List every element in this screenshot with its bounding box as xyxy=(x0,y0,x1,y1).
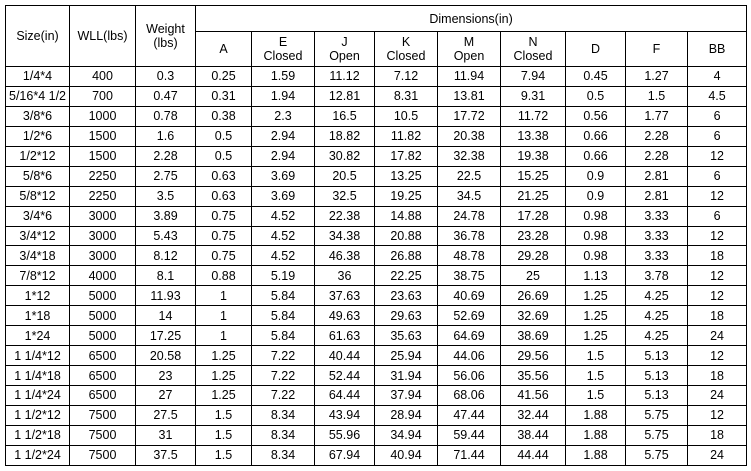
table-cell: 7/8*12 xyxy=(6,266,70,286)
table-cell: 44.44 xyxy=(501,445,566,465)
table-cell: 2250 xyxy=(70,186,136,206)
table-cell: 0.75 xyxy=(196,226,252,246)
dim-header-letter: M xyxy=(463,35,475,49)
table-cell: 7.12 xyxy=(375,67,438,87)
table-cell: 4.5 xyxy=(688,86,747,106)
table-cell: 6 xyxy=(688,126,747,146)
table-cell: 0.56 xyxy=(566,106,626,126)
table-cell: 7500 xyxy=(70,405,136,425)
table-cell: 1 1/2*18 xyxy=(6,425,70,445)
table-cell: 13.81 xyxy=(438,86,501,106)
table-cell: 5/8*6 xyxy=(6,166,70,186)
table-cell: 23 xyxy=(136,366,196,386)
table-cell: 5000 xyxy=(70,326,136,346)
dim-header-state: Closed xyxy=(263,49,303,63)
table-cell: 14.88 xyxy=(375,206,438,226)
table-cell: 4 xyxy=(688,67,747,87)
table-cell: 6 xyxy=(688,106,747,126)
table-cell: 5.19 xyxy=(252,266,315,286)
table-cell: 64.69 xyxy=(438,326,501,346)
table-cell: 1/2*6 xyxy=(6,126,70,146)
table-cell: 20.38 xyxy=(438,126,501,146)
table-cell: 67.94 xyxy=(315,445,375,465)
table-cell: 17.28 xyxy=(501,206,566,226)
table-cell: 5.75 xyxy=(626,445,688,465)
table-cell: 18 xyxy=(688,306,747,326)
table-cell: 6500 xyxy=(70,386,136,406)
table-cell: 59.44 xyxy=(438,425,501,445)
table-cell: 1 xyxy=(196,306,252,326)
table-cell: 11.94 xyxy=(438,67,501,87)
table-cell: 18 xyxy=(688,425,747,445)
table-cell: 5000 xyxy=(70,306,136,326)
table-cell: 47.44 xyxy=(438,405,501,425)
dim-header-letter: D xyxy=(590,42,601,56)
table-cell: 29.56 xyxy=(501,346,566,366)
table-cell: 14 xyxy=(136,306,196,326)
table-cell: 7500 xyxy=(70,445,136,465)
table-cell: 1 1/2*12 xyxy=(6,405,70,425)
table-cell: 38.75 xyxy=(438,266,501,286)
table-cell: 41.56 xyxy=(501,386,566,406)
table-row xyxy=(6,246,747,266)
table-cell: 3.33 xyxy=(626,226,688,246)
table-cell: 4000 xyxy=(70,266,136,286)
table-cell: 32.38 xyxy=(438,146,501,166)
table-cell: 2.81 xyxy=(626,166,688,186)
table-row xyxy=(6,166,747,186)
table-cell: 3/4*18 xyxy=(6,246,70,266)
dim-header-4 xyxy=(438,32,501,67)
table-cell: 1.5 xyxy=(566,386,626,406)
table-cell: 22.38 xyxy=(315,206,375,226)
table-cell: 16.5 xyxy=(315,106,375,126)
table-cell: 8.31 xyxy=(375,86,438,106)
table-cell: 1.59 xyxy=(252,67,315,87)
table-cell: 5.13 xyxy=(626,366,688,386)
table-cell: 26.69 xyxy=(501,286,566,306)
table-cell: 4.52 xyxy=(252,206,315,226)
table-cell: 1.13 xyxy=(566,266,626,286)
table-cell: 0.75 xyxy=(196,206,252,226)
dim-header-5 xyxy=(501,32,566,67)
dim-header-letter: F xyxy=(652,42,661,56)
table-cell: 1/2*12 xyxy=(6,146,70,166)
table-cell: 5.13 xyxy=(626,386,688,406)
table-cell: 10.5 xyxy=(375,106,438,126)
table-cell: 3.5 xyxy=(136,186,196,206)
dim-header-0 xyxy=(196,32,252,67)
table-cell: 7.22 xyxy=(252,346,315,366)
table-cell: 18.82 xyxy=(315,126,375,146)
table-cell: 2.28 xyxy=(626,126,688,146)
table-cell: 7.94 xyxy=(501,67,566,87)
table-cell: 19.25 xyxy=(375,186,438,206)
table-cell: 49.63 xyxy=(315,306,375,326)
table-cell: 11.93 xyxy=(136,286,196,306)
table-cell: 52.69 xyxy=(438,306,501,326)
table-cell: 30.82 xyxy=(315,146,375,166)
table-cell: 0.3 xyxy=(136,67,196,87)
table-cell: 0.63 xyxy=(196,186,252,206)
table-cell: 1.5 xyxy=(626,86,688,106)
table-cell: 11.82 xyxy=(375,126,438,146)
dim-header-state: Closed xyxy=(513,49,553,63)
dim-header-1 xyxy=(252,32,315,67)
table-cell: 22.5 xyxy=(438,166,501,186)
table-row xyxy=(6,405,747,425)
table-cell: 48.78 xyxy=(438,246,501,266)
table-cell: 2.28 xyxy=(626,146,688,166)
table-cell: 3/4*12 xyxy=(6,226,70,246)
table-cell: 0.31 xyxy=(196,86,252,106)
table-cell: 8.34 xyxy=(252,405,315,425)
table-cell: 46.38 xyxy=(315,246,375,266)
table-cell: 12 xyxy=(688,405,747,425)
table-cell: 13.38 xyxy=(501,126,566,146)
table-cell: 8.34 xyxy=(252,425,315,445)
table-cell: 55.96 xyxy=(315,425,375,445)
table-cell: 25.94 xyxy=(375,346,438,366)
table-cell: 20.58 xyxy=(136,346,196,366)
table-cell: 12 xyxy=(688,186,747,206)
table-cell: 5.13 xyxy=(626,346,688,366)
table-cell: 40.94 xyxy=(375,445,438,465)
table-cell: 9.31 xyxy=(501,86,566,106)
table-cell: 0.88 xyxy=(196,266,252,286)
table-cell: 0.25 xyxy=(196,67,252,87)
table-cell: 0.38 xyxy=(196,106,252,126)
table-cell: 4.25 xyxy=(626,326,688,346)
table-cell: 12 xyxy=(688,286,747,306)
table-cell: 3.78 xyxy=(626,266,688,286)
dim-header-letter: K xyxy=(401,35,411,49)
table-cell: 5.75 xyxy=(626,405,688,425)
dim-header-3 xyxy=(375,32,438,67)
table-cell: 37.63 xyxy=(315,286,375,306)
table-row xyxy=(6,67,747,87)
table-cell: 3.69 xyxy=(252,166,315,186)
table-cell: 8.1 xyxy=(136,266,196,286)
table-cell: 1.5 xyxy=(566,366,626,386)
table-cell: 700 xyxy=(70,86,136,106)
table-cell: 5.43 xyxy=(136,226,196,246)
table-cell: 4.25 xyxy=(626,286,688,306)
table-cell: 37.5 xyxy=(136,445,196,465)
table-cell: 2250 xyxy=(70,166,136,186)
table-cell: 5/8*12 xyxy=(6,186,70,206)
table-cell: 18 xyxy=(688,366,747,386)
dim-header-letter: BB xyxy=(708,42,726,56)
table-cell: 34.5 xyxy=(438,186,501,206)
table-cell: 1.25 xyxy=(196,386,252,406)
table-cell: 1/4*4 xyxy=(6,67,70,87)
table-cell: 2.28 xyxy=(136,146,196,166)
table-cell: 21.25 xyxy=(501,186,566,206)
table-cell: 12 xyxy=(688,346,747,366)
dim-header-letter: A xyxy=(219,42,228,56)
table-cell: 61.63 xyxy=(315,326,375,346)
table-cell: 25 xyxy=(501,266,566,286)
table-cell: 0.98 xyxy=(566,226,626,246)
table-cell: 1.5 xyxy=(196,425,252,445)
weight-header-line2: (lbs) xyxy=(153,36,178,50)
table-row xyxy=(6,186,747,206)
dim-header-letter: N xyxy=(528,35,538,49)
table-cell: 6500 xyxy=(70,346,136,366)
table-cell: 35.63 xyxy=(375,326,438,346)
table-cell: 12 xyxy=(688,146,747,166)
table-cell: 44.06 xyxy=(438,346,501,366)
table-cell: 0.98 xyxy=(566,246,626,266)
table-cell: 24 xyxy=(688,445,747,465)
table-cell: 3.33 xyxy=(626,246,688,266)
table-cell: 0.66 xyxy=(566,126,626,146)
table-cell: 2.75 xyxy=(136,166,196,186)
table-cell: 1 xyxy=(196,326,252,346)
table-cell: 7.22 xyxy=(252,386,315,406)
table-cell: 26.88 xyxy=(375,246,438,266)
table-cell: 18 xyxy=(688,246,747,266)
dim-header-letter: J xyxy=(341,35,348,49)
table-row xyxy=(6,226,747,246)
table-row xyxy=(6,425,747,445)
table-cell: 2.3 xyxy=(252,106,315,126)
table-cell: 3000 xyxy=(70,206,136,226)
table-cell: 34.94 xyxy=(375,425,438,445)
table-cell: 0.5 xyxy=(196,146,252,166)
table-row xyxy=(6,326,747,346)
table-row xyxy=(6,266,747,286)
table-cell: 23.28 xyxy=(501,226,566,246)
table-row xyxy=(6,206,747,226)
table-cell: 1.25 xyxy=(566,326,626,346)
table-cell: 0.75 xyxy=(196,246,252,266)
table-cell: 31.94 xyxy=(375,366,438,386)
table-cell: 32.69 xyxy=(501,306,566,326)
table-cell: 1*12 xyxy=(6,286,70,306)
table-cell: 0.9 xyxy=(566,186,626,206)
table-cell: 24 xyxy=(688,326,747,346)
table-cell: 1.77 xyxy=(626,106,688,126)
table-cell: 15.25 xyxy=(501,166,566,186)
table-cell: 5.84 xyxy=(252,286,315,306)
table-cell: 23.63 xyxy=(375,286,438,306)
table-cell: 37.94 xyxy=(375,386,438,406)
table-cell: 1.88 xyxy=(566,405,626,425)
table-cell: 1*18 xyxy=(6,306,70,326)
table-cell: 11.12 xyxy=(315,67,375,87)
table-cell: 3.89 xyxy=(136,206,196,226)
table-cell: 1*24 xyxy=(6,326,70,346)
table-cell: 20.88 xyxy=(375,226,438,246)
table-cell: 1 xyxy=(196,286,252,306)
table-row xyxy=(6,106,747,126)
table-cell: 1 1/2*24 xyxy=(6,445,70,465)
table-cell: 11.72 xyxy=(501,106,566,126)
table-row xyxy=(6,146,747,166)
table-cell: 5.75 xyxy=(626,425,688,445)
table-cell: 1.88 xyxy=(566,445,626,465)
table-cell: 40.44 xyxy=(315,346,375,366)
table-cell: 71.44 xyxy=(438,445,501,465)
table-cell: 27 xyxy=(136,386,196,406)
table-cell: 27.5 xyxy=(136,405,196,425)
table-cell: 6 xyxy=(688,166,747,186)
table-cell: 0.66 xyxy=(566,146,626,166)
table-cell: 3.33 xyxy=(626,206,688,226)
table-cell: 17.25 xyxy=(136,326,196,346)
table-row xyxy=(6,86,747,106)
table-cell: 0.63 xyxy=(196,166,252,186)
table-cell: 35.56 xyxy=(501,366,566,386)
table-cell: 3.69 xyxy=(252,186,315,206)
table-cell: 1500 xyxy=(70,146,136,166)
table-cell: 52.44 xyxy=(315,366,375,386)
table-cell: 34.38 xyxy=(315,226,375,246)
table-cell: 5000 xyxy=(70,286,136,306)
table-cell: 13.25 xyxy=(375,166,438,186)
table-cell: 1.25 xyxy=(196,346,252,366)
table-cell: 1 1/4*18 xyxy=(6,366,70,386)
table-cell: 4.52 xyxy=(252,226,315,246)
table-cell: 5.84 xyxy=(252,306,315,326)
table-cell: 1.5 xyxy=(566,346,626,366)
dim-header-state: Open xyxy=(453,49,485,63)
dim-header-2 xyxy=(315,32,375,67)
table-cell: 1.88 xyxy=(566,425,626,445)
table-cell: 1.5 xyxy=(196,445,252,465)
table-cell: 1.25 xyxy=(196,366,252,386)
table-cell: 40.69 xyxy=(438,286,501,306)
table-cell: 6500 xyxy=(70,366,136,386)
table-cell: 1500 xyxy=(70,126,136,146)
table-cell: 1.94 xyxy=(252,86,315,106)
table-cell: 28.94 xyxy=(375,405,438,425)
table-cell: 2.94 xyxy=(252,126,315,146)
table-cell: 22.25 xyxy=(375,266,438,286)
table-cell: 38.69 xyxy=(501,326,566,346)
dim-header-state: Open xyxy=(329,49,360,63)
table-cell: 4.52 xyxy=(252,246,315,266)
table-cell: 3000 xyxy=(70,226,136,246)
table-cell: 0.45 xyxy=(566,67,626,87)
table-cell: 5/16*4 1/2 xyxy=(6,86,70,106)
table-cell: 0.5 xyxy=(566,86,626,106)
table-cell: 38.44 xyxy=(501,425,566,445)
table-cell: 29.63 xyxy=(375,306,438,326)
dimensions-header: Dimensions(in) xyxy=(196,6,747,32)
table-cell: 3/8*6 xyxy=(6,106,70,126)
size-header: Size(in) xyxy=(6,6,70,67)
table-row xyxy=(6,445,747,465)
header-row xyxy=(6,6,747,32)
table-row xyxy=(6,286,747,306)
table-cell: 68.06 xyxy=(438,386,501,406)
table-cell: 3000 xyxy=(70,246,136,266)
table-cell: 24 xyxy=(688,386,747,406)
table-cell: 4.25 xyxy=(626,306,688,326)
table-cell: 56.06 xyxy=(438,366,501,386)
table-cell: 19.38 xyxy=(501,146,566,166)
table-cell: 8.12 xyxy=(136,246,196,266)
table-cell: 1.27 xyxy=(626,67,688,87)
table-cell: 2.81 xyxy=(626,186,688,206)
table-cell: 36 xyxy=(315,266,375,286)
table-cell: 5.84 xyxy=(252,326,315,346)
table-cell: 17.72 xyxy=(438,106,501,126)
dim-header-6 xyxy=(566,32,626,67)
table-cell: 32.44 xyxy=(501,405,566,425)
table-row xyxy=(6,126,747,146)
table-cell: 6 xyxy=(688,206,747,226)
table-cell: 0.9 xyxy=(566,166,626,186)
dim-header-8 xyxy=(688,32,747,67)
table-cell: 36.78 xyxy=(438,226,501,246)
table-cell: 12.81 xyxy=(315,86,375,106)
table-cell: 64.44 xyxy=(315,386,375,406)
spec-table xyxy=(5,5,747,466)
table-cell: 1.25 xyxy=(566,286,626,306)
table-cell: 0.5 xyxy=(196,126,252,146)
table-cell: 24.78 xyxy=(438,206,501,226)
table-row xyxy=(6,306,747,326)
table-cell: 8.34 xyxy=(252,445,315,465)
table-cell: 1 1/4*24 xyxy=(6,386,70,406)
dim-header-7 xyxy=(626,32,688,67)
table-row xyxy=(6,386,747,406)
table-cell: 17.82 xyxy=(375,146,438,166)
table-cell: 3/4*6 xyxy=(6,206,70,226)
table-cell: 1.25 xyxy=(566,306,626,326)
table-row xyxy=(6,346,747,366)
table-cell: 43.94 xyxy=(315,405,375,425)
table-cell: 29.28 xyxy=(501,246,566,266)
table-body xyxy=(6,67,747,466)
table-cell: 7500 xyxy=(70,425,136,445)
table-cell: 0.47 xyxy=(136,86,196,106)
table-cell: 1000 xyxy=(70,106,136,126)
table-cell: 0.98 xyxy=(566,206,626,226)
table-row xyxy=(6,366,747,386)
table-cell: 20.5 xyxy=(315,166,375,186)
table-cell: 7.22 xyxy=(252,366,315,386)
table-cell: 1.5 xyxy=(196,405,252,425)
wll-header: WLL(lbs) xyxy=(70,6,136,67)
dim-header-letter: E xyxy=(278,35,288,49)
table-cell: 1.6 xyxy=(136,126,196,146)
table-cell: 32.5 xyxy=(315,186,375,206)
table-cell: 400 xyxy=(70,67,136,87)
table-cell: 1 1/4*12 xyxy=(6,346,70,366)
weight-header-line1: Weight xyxy=(146,22,185,36)
table-cell: 31 xyxy=(136,425,196,445)
table-cell: 0.78 xyxy=(136,106,196,126)
weight-header xyxy=(136,6,196,67)
table-cell: 12 xyxy=(688,226,747,246)
table-cell: 12 xyxy=(688,266,747,286)
dim-header-state: Closed xyxy=(386,49,426,63)
table-cell: 2.94 xyxy=(252,146,315,166)
